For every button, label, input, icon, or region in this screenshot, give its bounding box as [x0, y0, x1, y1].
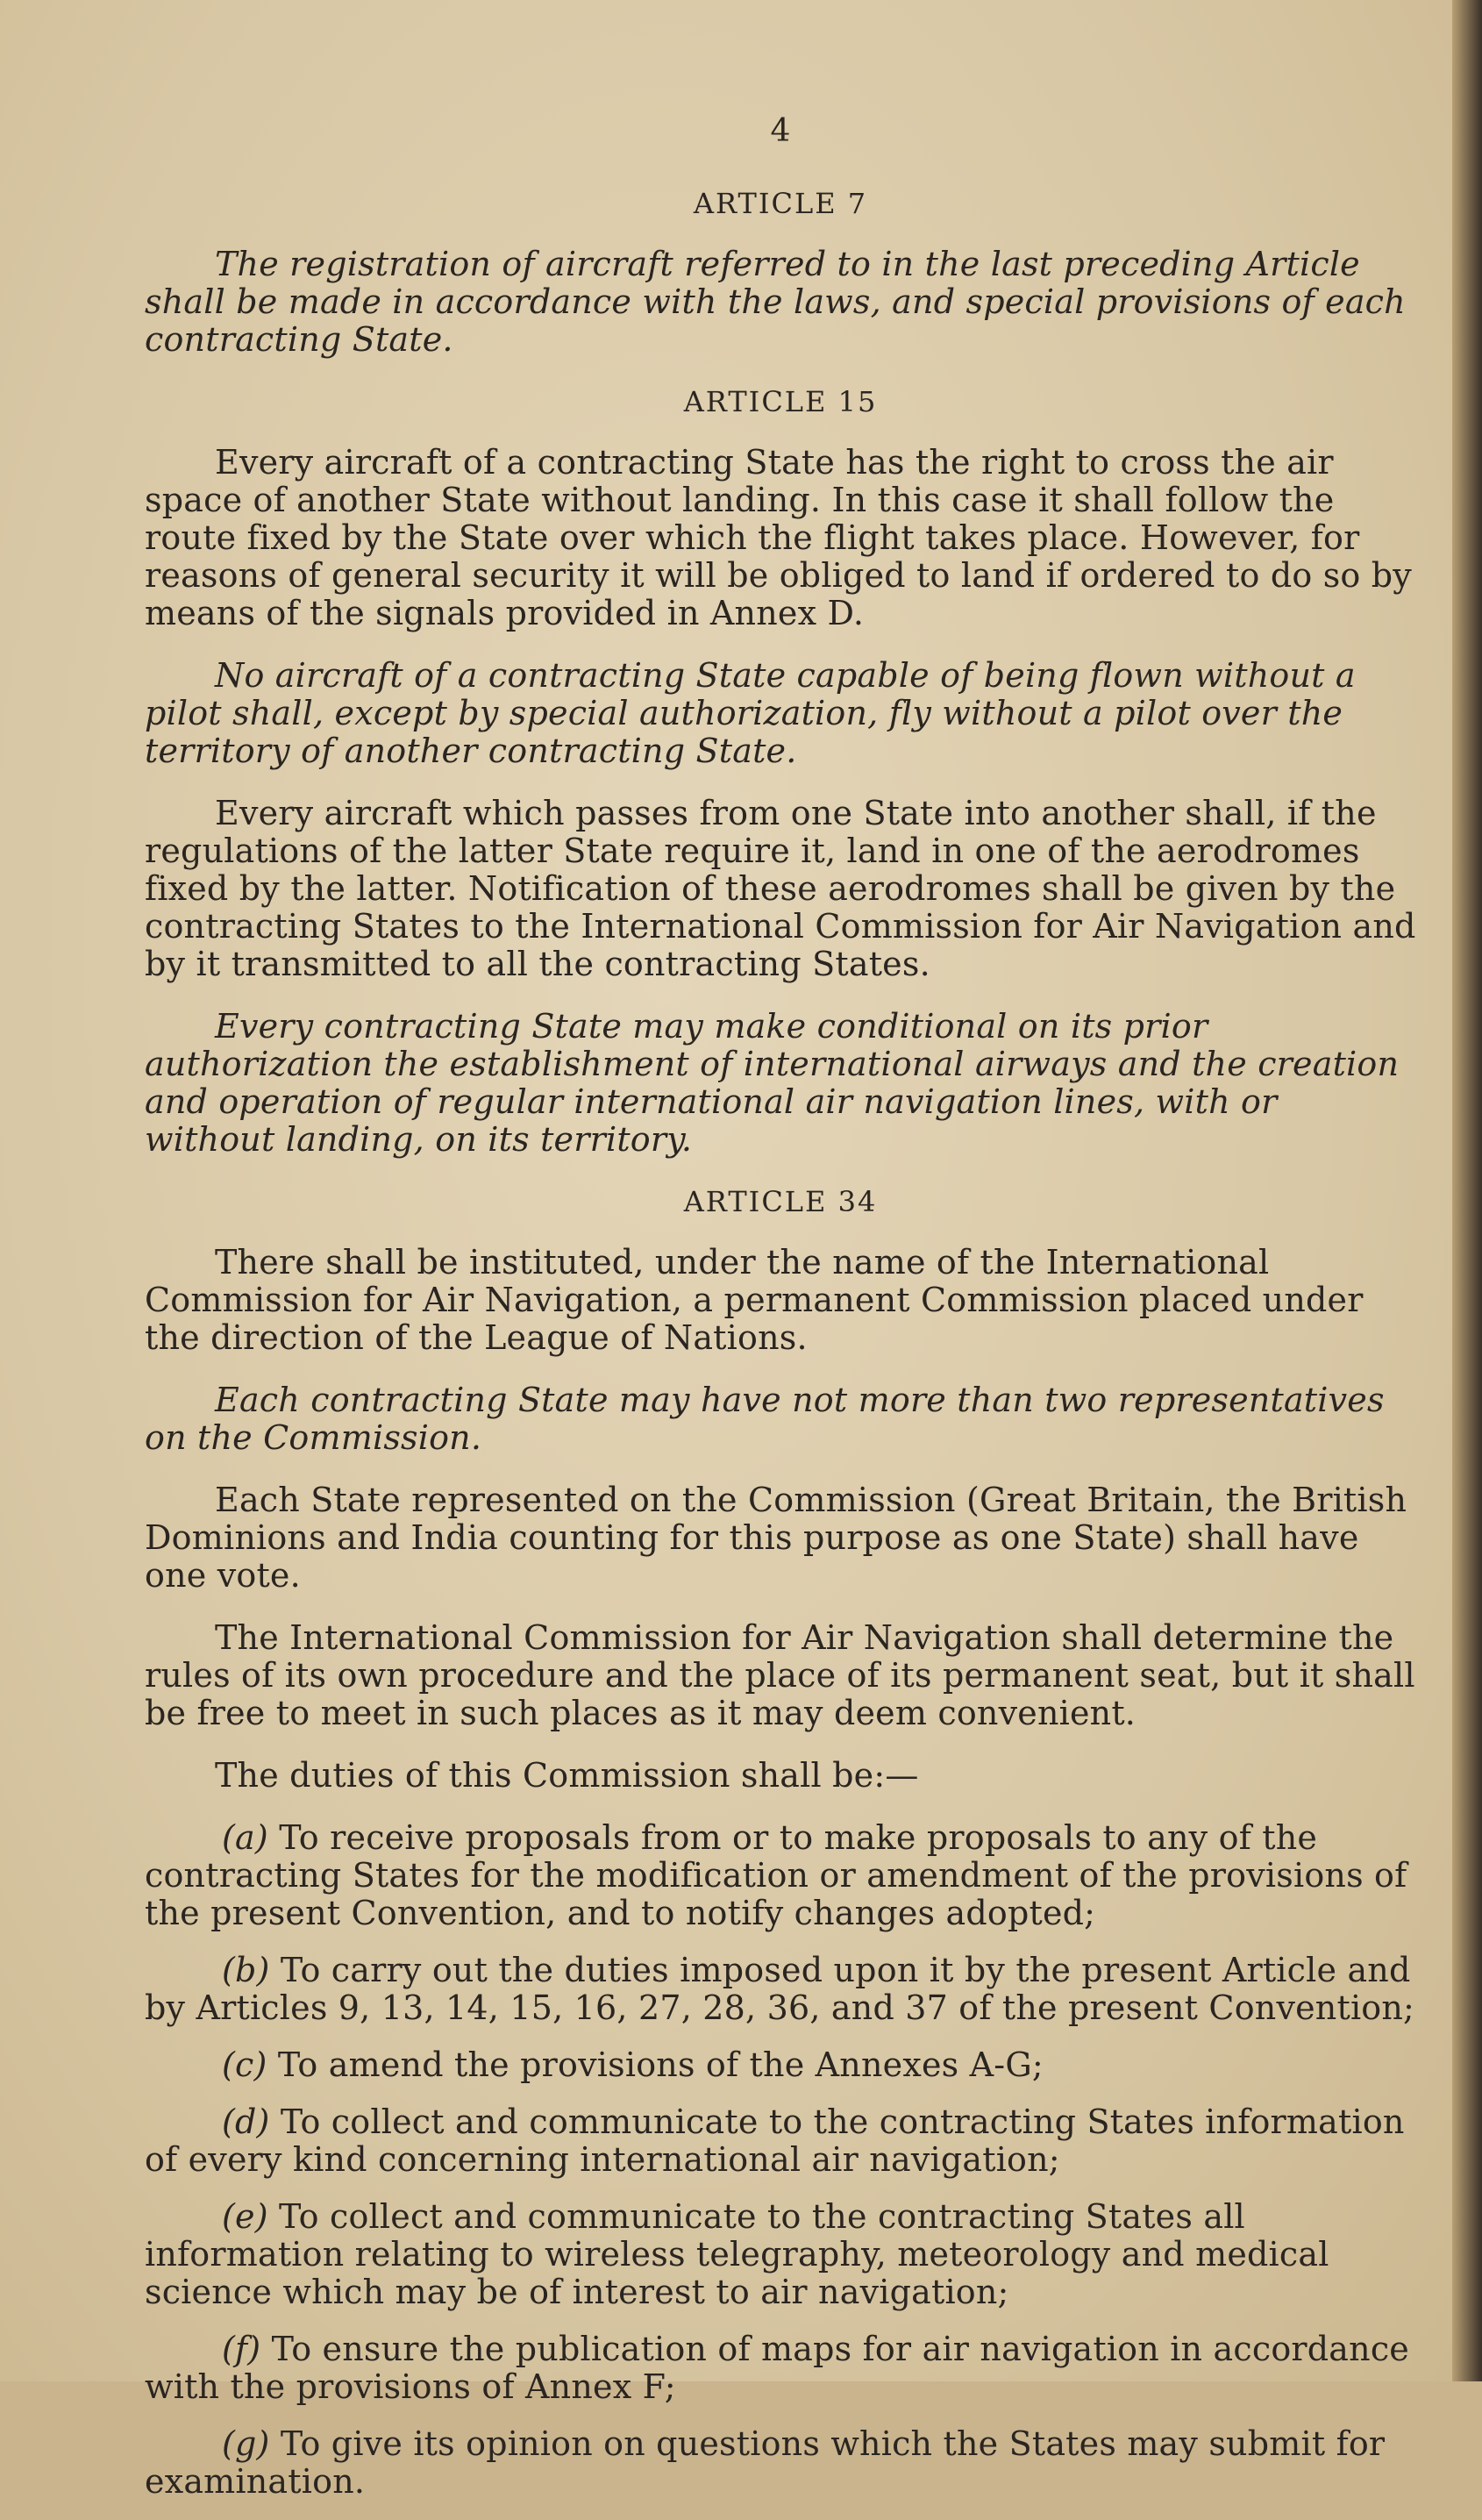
duty-letter: (f) — [222, 2330, 261, 2368]
duty-letter: (d) — [222, 2102, 270, 2141]
duty-text: To give its opinion on questions which the States may submit for examination. — [145, 2424, 1386, 2501]
duty-item — [145, 2331, 1416, 2406]
duty-text: To ensure the publication of maps for air navigation in accordance with the provisions of Annex F; — [145, 2330, 1409, 2406]
paragraph: The duties of this Commission shall be:— — [215, 1756, 919, 1795]
article-heading: ARTICLE 7 — [693, 187, 868, 220]
paragraph: Every aircraft of a contracting State has the right to cross the air space of another State without landing. In this case it shall follow the route fixed by the State over which the flight takes place. However, for reasons of general security it will be obliged to land if ordered to do so by means of the signals provided in Annex D. — [145, 443, 1412, 632]
duty-letter: (c) — [222, 2045, 267, 2084]
article-heading: ARTICLE 15 — [683, 385, 878, 418]
paragraph: Every aircraft which passes from one State into another shall, if the regulations of the latter State require it, land in one of the aerodromes fixed by the latter. Notification of these aerodromes shall be given by the contracting States to the International Commission for Air Navigation and by it transmitted to all the contracting States. — [145, 794, 1416, 983]
duty-item — [145, 2425, 1416, 2501]
paragraph: The International Commission for Air Navigation shall determine the rules of its own procedure and the place of its permanent seat, but it shall be free to meet in such places as it may deem convenient. — [145, 1618, 1415, 1732]
duty-item — [145, 1952, 1416, 2027]
duty-text: To amend the provisions of the Annexes A-G; — [277, 2045, 1044, 2084]
duty-letter: (b) — [222, 1951, 270, 1989]
duty-item — [145, 1819, 1416, 1932]
text-block — [145, 96, 1416, 2520]
duty-text: To collect and communicate to the contracting States all information relating to wireless telegraphy, meteorology and medical science which may be of interest to air navigation; — [145, 2197, 1329, 2311]
page-number: 4 — [770, 113, 791, 149]
duty-text: To collect and communicate to the contracting States information of every kind concerning international air navigation; — [145, 2102, 1405, 2179]
paragraph: Each contracting State may have not more than two representatives on the Commission. — [145, 1381, 1385, 1457]
paragraph: The registration of aircraft referred to in the last preceding Article shall be made in accordance with the laws, and special provisions of each contracting State. — [145, 245, 1406, 359]
duty-letter: (a) — [222, 1818, 268, 1857]
duty-letter: (g) — [222, 2424, 270, 2463]
paragraph: There shall be instituted, under the name of the International Commission for Air Navigation, a permanent Commission placed under the direction of the League of Nations. — [145, 1243, 1364, 1357]
duty-text: To carry out the duties imposed upon it by the present Article and by Articles 9, 13, 14, 15, 16, 27, 28, 36, and 37 of the present Convention; — [145, 1951, 1415, 2027]
duty-item — [145, 2198, 1416, 2311]
article-heading: ARTICLE 34 — [683, 1185, 878, 1218]
duty-letter: (e) — [222, 2197, 268, 2236]
duty-item — [145, 2046, 1416, 2084]
page-edge-shadow — [1452, 0, 1482, 2381]
paragraph: Each State represented on the Commission (Great Britain, the British Dominions and India counting for this purpose as one State) shall have one vote. — [145, 1481, 1407, 1595]
paragraph: No aircraft of a contracting State capable of being flown without a pilot shall, except by special authorization, fly without a pilot over the territory of another contracting State. — [145, 656, 1356, 770]
duty-item — [145, 2103, 1416, 2179]
duty-text: To receive proposals from or to make proposals to any of the contracting States for the modification or amendment of the provisions of the present Convention, and to notify changes adopted; — [145, 1818, 1407, 1932]
paragraph: Every contracting State may make conditional on its prior authorization the establishment of international airways and the creation and operation of regular international air navigation lines, with or without landing, on its territory. — [145, 1007, 1400, 1159]
